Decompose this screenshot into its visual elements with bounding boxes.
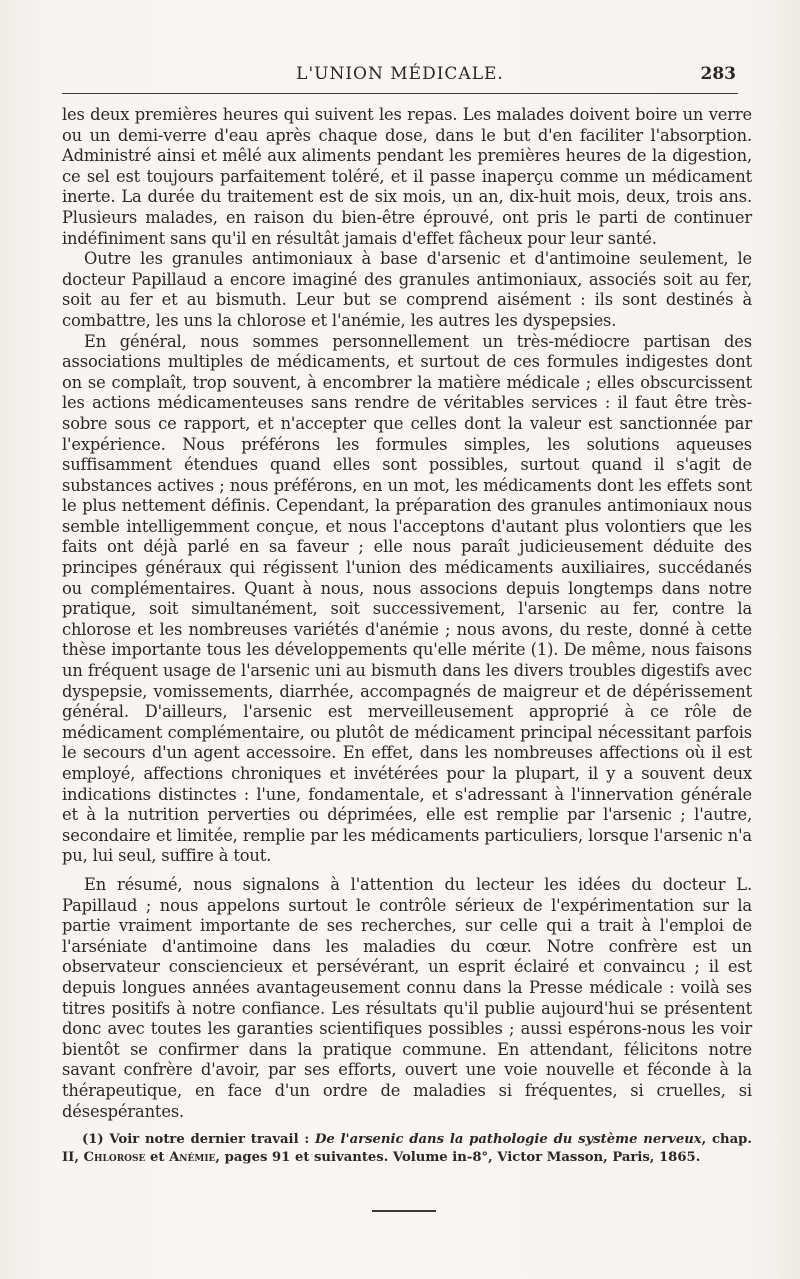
paragraph-1: les deux premières heures qui suivent les repas. Les malades doivent boire un verre ou un demi-verre d'eau après chaque dose, dans le but d'en faciliter l'absorption. Administré ainsi et mêlé aux aliments pendant les premières heures de la digestion, ce sel est toujours parfaitement toléré, et il passe inaperçu comme un médicament inerte. La durée du traitement est de six mois, un an, dix-huit mois, deux, trois ans. Plusieurs malades, en raison du bien-être éprouvé, ont pris le parti de continuer indéfiniment sans qu'il en résultât jamais d'effet fâcheux pour leur santé. bbox=[62, 105, 752, 248]
running-title: L'UNION MÉDICALE. bbox=[296, 64, 504, 84]
footnote-lead: (1) Voir notre dernier travail : bbox=[82, 1132, 315, 1147]
bottom-rule bbox=[372, 1210, 436, 1212]
footnote-title: De l'arsenic dans la pathologie du système nerveux bbox=[314, 1132, 702, 1147]
paragraph-2: Outre les granules antimoniaux à base d'arsenic et d'antimoine seulement, le docteur Papillaud a encore imaginé des granules antimoniaux, associés soit au fer, soit au fer et au bismuth. Leur but se comprend aisément : ils sont destinés à combattre, les uns la chlorose et l'anémie, les autres les dyspepsies. bbox=[62, 249, 752, 330]
paragraph-4: En résumé, nous signalons à l'attention du lecteur les idées du docteur L. Papillaud ; nous appelons surtout le contrôle sérieux de l'expérimentation sur la partie vraiment importante de ses recherches, sur celle qui a trait à l'emploi de l'arséniate d'antimoine dans les maladies du cœur. Notre confrère est un observateur consciencieux et persévérant, un esprit éclairé et convaincu ; il est depuis longues années avantageusement connu dans la Presse médicale : voilà ses titres positifs à notre confiance. Les résultats qu'il publie aujourd'hui se présentent donc avec toutes les garanties scientifiques possibles ; aussi espérons-nous les voir bientôt se confirmer dans la pratique commune. En attendant, félicitons notre savant confrère d'avoir, par ses efforts, ouvert une voie nouvelle et féconde à la thérapeutique, en face d'un ordre de maladies si fréquentes, si cruelles, si désespérantes. bbox=[62, 874, 752, 1121]
article-body bbox=[62, 105, 752, 1122]
footnote bbox=[62, 1131, 752, 1167]
footnote-sep: , chap. II, bbox=[62, 1132, 752, 1165]
footnote-tail: , pages 91 et suivantes. Volume in-8°, Victor Masson, Paris, 1865. bbox=[215, 1150, 701, 1165]
header-rule bbox=[62, 93, 738, 94]
footnote-block bbox=[62, 1131, 752, 1167]
page-header bbox=[62, 64, 738, 88]
paragraph-3: En général, nous sommes personnellement un très-médiocre partisan des associations multiples de médicaments, et surtout de ces formules indigestes dont on se complaît, trop souvent, à encombrer la matière médicale ; elles obscurcissent les actions médicamenteuses sans rendre de véritables services : il faut être très-sobre sous ce rapport, et n'accepter que celles dont la valeur est sanctionnée par l'expérience. Nous préférons les formules simples, les solutions aqueuses suffisamment étendues quand elles sont possibles, surtout quand il s'agit de substances actives ; nous préférons, en un mot, les médicaments dont les effets sont le plus nettement définis. Cependant, la préparation des granules antimoniaux nous semble intelligemment conçue, et nous l'acceptons d'autant plus volontiers que les faits ont déjà parlé en sa faveur ; elle nous paraît judicieusement déduite des principes généraux qui régissent l'union des médicaments auxiliaires, succédanés ou complémentaires. Quant à nous, nous associons depuis longtemps dans notre pratique, soit simultanément, soit successivement, l'arsenic au fer, contre la chlorose et les nombreuses variétés d'anémie ; nous avons, du reste, donné à cette thèse importante tous les développements qu'elle mérite (1). De même, nous faisons un fréquent usage de l'arsenic uni au bismuth dans les divers troubles digestifs avec dyspepsie, vomissements, diarrhée, accompagnés de maigreur et de dépérissement général. D'ailleurs, l'arsenic est merveilleusement approprié à ce rôle de médicament complémentaire, ou plutôt de médicament principal nécessitant parfois le secours d'un agent accessoire. En effet, dans les nombreuses affections où il est employé, affections chroniques et invétérées pour la plupart, il y a souvent deux indications distinctes : l'une, fondamentale, et s'adressant à l'innervation générale et à la nutrition perverties ou déprimées, elle est remplie par l'arsenic ; l'autre, secondaire et limitée, remplie par les médicaments particuliers, lorsque l'arsenic n'a pu, lui seul, suffire à tout. bbox=[62, 331, 752, 866]
footnote-chlorose: Chlorose bbox=[83, 1150, 146, 1165]
footnote-mid: et bbox=[145, 1150, 170, 1165]
page-number: 283 bbox=[700, 64, 736, 84]
footnote-anemie: Anémie bbox=[169, 1150, 216, 1165]
